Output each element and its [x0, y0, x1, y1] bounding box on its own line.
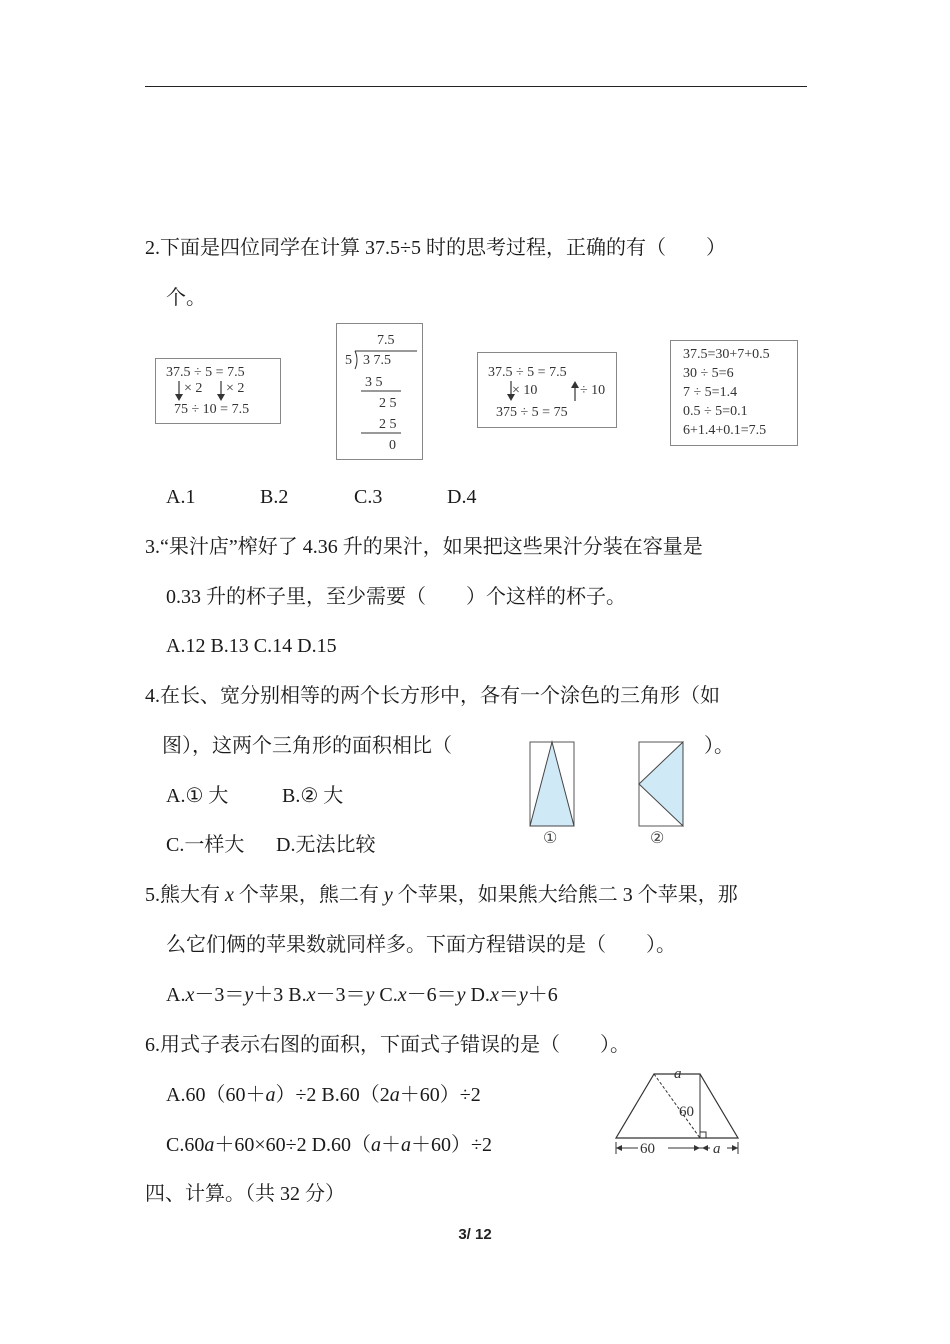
q2-fig3-mult: × 10 [512, 383, 538, 398]
q4-figure-2-label: ② [650, 830, 665, 847]
q4-stem-line1: 4.在长、宽分别相等的两个长方形中，各有一个涂色的三角形（如 [145, 685, 720, 707]
q2-stem-line2: 个。 [166, 287, 206, 309]
q2-figure-3 [477, 352, 617, 428]
q2-figure-4 [670, 340, 798, 446]
q6-options-cd: C.60a＋60×60÷2 D.60（a＋a＋60）÷2 [166, 1134, 493, 1156]
q4-stem-line2a: 图），这两个三角形的面积相比（ [162, 735, 452, 757]
q4-option-a: A.① 大 [166, 785, 229, 807]
q6-fig-bottom-right-label: a [713, 1141, 721, 1157]
q2-stem-line1: 2.下面是四位同学在计算 37.5÷5 时的思考过程，正确的有（ ） [145, 237, 726, 259]
page-number: 3/ 12 [458, 1226, 492, 1243]
up-arrow-icon [570, 381, 580, 401]
q3-stem-line1: 3.“果汁店”榨好了 4.36 升的果汁，如果把这些果汁分装在容量是 [145, 536, 703, 558]
q2-fig1-row3: 75 ÷ 10 = 7.5 [174, 402, 250, 417]
q2-fig1-mult1: × 2 [184, 381, 203, 396]
q2-option-c: C.3 [354, 486, 383, 508]
q2-fig3-row1: 37.5 ÷ 5 = 7.5 [488, 365, 567, 380]
q2-figure-2 [336, 323, 423, 460]
q2-fig2-step4: 0 [389, 438, 396, 453]
header-rule [145, 86, 807, 87]
q2-option-b: B.2 [260, 486, 289, 508]
var-y: y [383, 884, 393, 906]
q5-stem-line1: 5.熊大有 x 个苹果，熊二有 y 个苹果，如果熊大给熊二 3 个苹果，那 [145, 884, 738, 906]
section-4-heading: 四、计算。（共 32 分） [145, 1183, 345, 1205]
q3-stem-line2: 0.33 升的杯子里，至少需要（ ）个这样的杯子。 [166, 586, 626, 608]
q6-options-ab: A.60（60＋a）÷2 B.60（2a＋60）÷2 [166, 1084, 481, 1106]
q2-fig3-div: ÷ 10 [580, 383, 606, 398]
q2-fig2-dividend: 3 7.5 [363, 353, 391, 368]
q2-option-a: A.1 [166, 486, 196, 508]
q2-fig4-row: 7 ÷ 5=1.4 [683, 385, 738, 400]
q4-figure-1-label: ① [543, 830, 558, 847]
q6-trapezoid-figure [610, 1066, 745, 1158]
q2-fig2-step2: 2 5 [379, 396, 397, 411]
q2-fig3-row3: 375 ÷ 5 = 75 [496, 405, 568, 420]
q5-stem-line2: 么它们俩的苹果数就同样多。下面方程错误的是（ ）。 [166, 934, 676, 956]
q2-option-d: D.4 [447, 486, 477, 508]
var-x: x [225, 884, 234, 906]
q2-fig4-row: 6+1.4+0.1=7.5 [683, 423, 767, 438]
q6-stem-line1: 6.用式子表示右图的面积，下面式子错误的是（ ）。 [145, 1034, 630, 1056]
q4-option-b: B.② 大 [282, 785, 344, 807]
q2-fig1-mult2: × 2 [226, 381, 245, 396]
q5-options: A.x－3＝y＋3 B.x－3＝y C.x－6＝y D.x＝y＋6 [166, 984, 558, 1006]
q3-options: A.12 B.13 C.14 D.15 [166, 635, 337, 657]
q2-fig1-row1: 37.5 ÷ 5 = 7.5 [166, 365, 245, 380]
q2-fig2-quotient: 7.5 [377, 333, 395, 348]
q6-fig-bottom-left-label: 60 [640, 1141, 655, 1157]
q2-figure-1 [155, 358, 281, 424]
down-arrow-icon [216, 381, 226, 401]
q2-fig2-step3: 2 5 [379, 417, 397, 432]
q2-fig2-step1: 3 5 [365, 375, 383, 390]
q4-stem-line2b: ）。 [704, 735, 734, 757]
q4-option-c: C.一样大 [166, 834, 245, 856]
q2-fig4-row: 37.5=30+7+0.5 [683, 347, 770, 362]
down-arrow-icon [174, 381, 184, 401]
q6-fig-height-label: 60 [679, 1104, 694, 1120]
q6-fig-top-label: a [674, 1066, 682, 1082]
q2-fig4-row: 0.5 ÷ 5=0.1 [683, 404, 748, 419]
q4-option-d: D.无法比较 [276, 834, 376, 856]
q2-fig2-divisor: 5 [345, 353, 352, 368]
q2-fig4-row: 30 ÷ 5=6 [683, 366, 734, 381]
